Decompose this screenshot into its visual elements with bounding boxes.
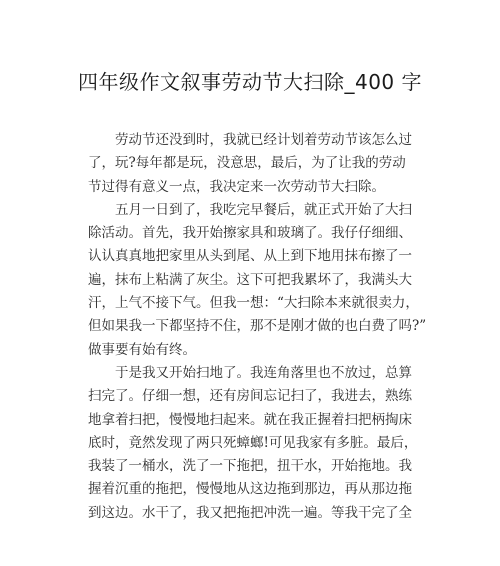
text-line: 扫完了。仔细一想，还有房间忘记扫了，我进去，熟练 xyxy=(88,388,412,405)
text-line: 五月一日到了，我吃完早餐后，就正式开始了大扫 xyxy=(115,201,412,218)
document-body xyxy=(88,129,427,525)
text-line: 做事要有始有终。 xyxy=(88,341,196,358)
text-line: 汗，上气不接下气。但我一想：“大扫除本来就很卖力， xyxy=(88,295,419,312)
text-line: 握着沉重的拖把，慢慢地从这边拖到那边，再从那边拖 xyxy=(88,481,412,498)
text-line: 到这边。水干了，我又把拖把冲洗一遍。等我干完了全 xyxy=(88,504,412,521)
text-line: 劳动节还没到时，我就已经计划着劳动节该怎么过 xyxy=(115,132,412,148)
text-line: 我装了一桶水，洗了一下拖把，扭干水，开始拖地。我 xyxy=(88,458,412,475)
text-line: 了，玩?每年都是玩，没意思，最后，为了让我的劳动 xyxy=(88,155,406,172)
text-line: 认认真真地把家里从头到尾、从上到下地用抹布擦了一 xyxy=(88,248,412,265)
text-line: 节过得有意义一点，我决定来一次劳动节大扫除。 xyxy=(88,178,385,195)
text-line: 地拿着扫把，慢慢地扫起来。就在我正握着扫把柄掏床 xyxy=(88,411,412,428)
text-line: 底时，竟然发现了两只死蟑螂!可见我家有多脏。最后， xyxy=(88,434,418,451)
text-line: 除活动。首先，我开始擦家具和玻璃了。我仔仔细细、 xyxy=(88,225,412,242)
document-title: 四年级作文叙事劳动节大扫除_400 字 xyxy=(77,70,423,94)
text-line: 遍，抹布上粘满了灰尘。这下可把我累坏了，我满头大 xyxy=(88,271,412,288)
text-line: 于是我又开始扫地了。我连角落里也不放过，总算 xyxy=(115,364,412,381)
text-line: 但如果我一下都坚持不住，那不是刚才做的也白费了吗?” xyxy=(88,318,427,335)
